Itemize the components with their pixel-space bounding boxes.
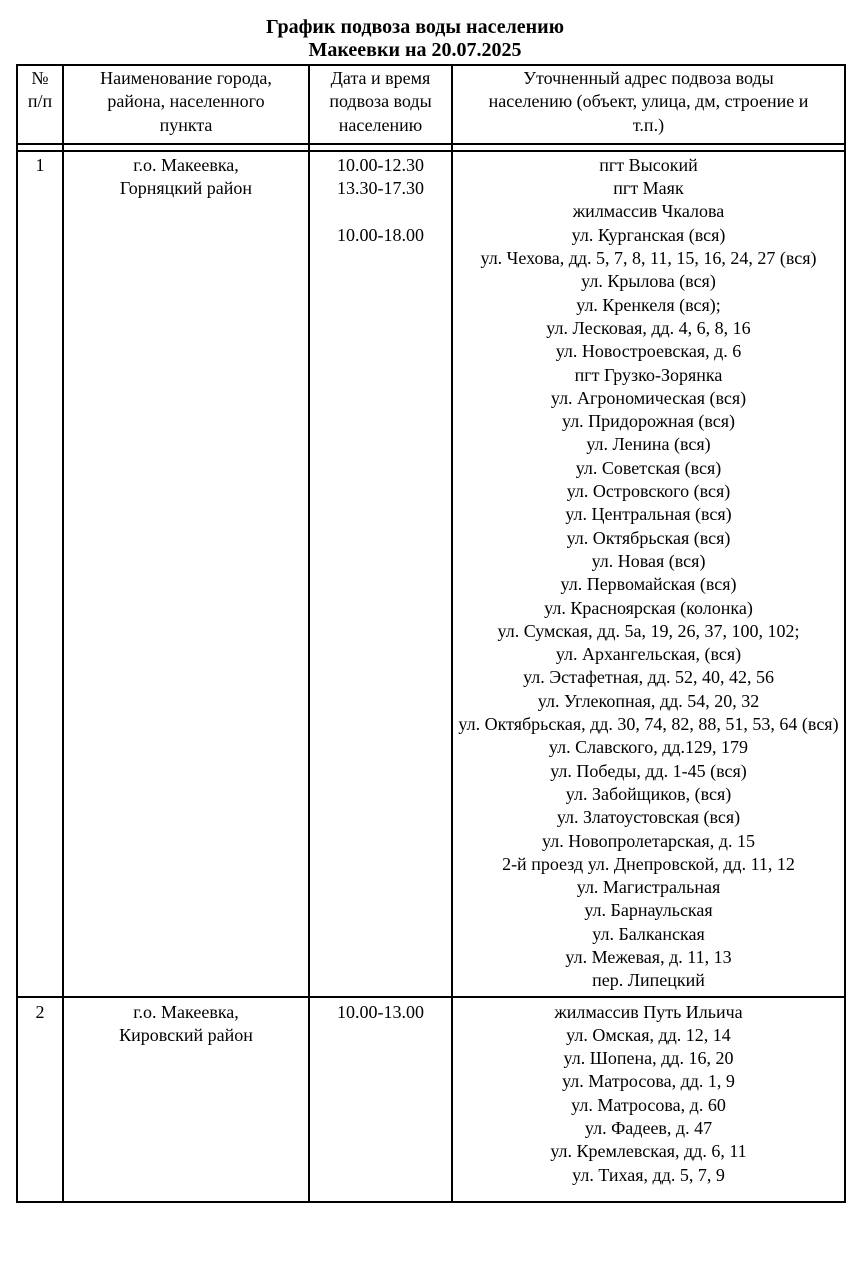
address-line: ул. Тихая, дд. 5, 7, 9	[572, 1164, 725, 1185]
address-line: ул. Красноярская (колонка)	[544, 597, 753, 618]
address-line: ул. Углекопная, дд. 54, 20, 32	[537, 690, 760, 711]
address-line: 2-й проезд ул. Днепровской, дд. 11, 12	[502, 853, 795, 874]
address-line: жилмассив Чкалова	[572, 201, 725, 222]
header-time: Дата и время подвоза воды населению	[309, 65, 452, 144]
address-line: жилмассив Путь Ильича	[554, 1001, 743, 1022]
header-number: № п/п	[17, 65, 63, 144]
address-line: ул. Курганская (вся)	[571, 224, 726, 245]
time-slot: 10.00-13.00	[337, 1001, 424, 1022]
time-slot-empty	[314, 200, 447, 223]
water-delivery-table	[16, 64, 846, 1203]
address-line: ул. Матросова, д. 60	[571, 1094, 726, 1115]
row-place: г.о. Макеевка, Горняцкий район	[63, 151, 309, 997]
address-line: ул. Первомайская (вся)	[560, 574, 737, 595]
address-line: ул. Октябрьская, дд. 30, 74, 82, 88, 51, 53, 64 (вся)	[458, 714, 839, 735]
row-number: 1	[17, 151, 63, 997]
address-line: ул. Новопролетарская, д. 15	[542, 830, 755, 851]
header-place: Наименование города, района, населенного пункта	[63, 65, 309, 144]
address-line: ул. Магистральная	[576, 877, 721, 898]
address-line: ул. Новостроевская, д. 6	[555, 341, 742, 362]
title-line-1: График подвоза воды населению	[265, 16, 564, 38]
address-line: ул. Ленина (вся)	[586, 434, 711, 455]
title-line-2: Макеевки на 20.07.2025	[308, 39, 522, 61]
address-line: ул. Центральная (вся)	[565, 504, 732, 525]
address-line: ул. Забойщиков, (вся)	[565, 783, 732, 804]
address-line: ул. Чехова, дд. 5, 7, 8, 11, 15, 16, 24, 27 (вся)	[480, 248, 817, 269]
address-line: ул. Крылова (вся)	[581, 271, 716, 292]
address-line: ул. Кремлевская, дд. 6, 11	[550, 1141, 747, 1162]
address-line: ул. Славского, дд.129, 179	[548, 737, 749, 758]
address-line: ул. Придорожная (вся)	[561, 411, 736, 432]
time-slot: 10.00-18.00	[337, 224, 424, 245]
address-line: ул. Лесковая, дд. 4, 6, 8, 16	[546, 317, 751, 338]
address-line: ул. Матросова, дд. 1, 9	[562, 1071, 735, 1092]
address-line: ул. Барнаульская	[584, 900, 713, 921]
address-line: ул. Фадеев, д. 47	[584, 1118, 713, 1139]
address-line: ул. Эстафетная, дд. 52, 40, 42, 56	[523, 667, 774, 688]
row-times	[309, 997, 452, 1202]
address-line: ул. Победы, дд. 1-45 (вся)	[550, 760, 747, 781]
header-address: Уточненный адрес подвоза воды населению (объект, улица, дм, строение и т.п.)	[452, 65, 845, 144]
address-line: пгт Грузко-Зорянка	[574, 364, 723, 385]
address-line: ул. Новая (вся)	[591, 550, 706, 571]
table-row	[17, 151, 845, 997]
address-line: ул. Межевая, д. 11, 13	[565, 946, 732, 967]
document-title	[0, 16, 830, 62]
row-place: г.о. Макеевка, Кировский район	[63, 997, 309, 1202]
address-line: пер. Липецкий	[592, 970, 705, 991]
address-line: ул. Островского (вся)	[566, 481, 731, 502]
address-line: ул. Шопена, дд. 16, 20	[563, 1048, 734, 1069]
row-addresses	[452, 997, 845, 1202]
row-number: 2	[17, 997, 63, 1202]
address-line: ул. Омская, дд. 12, 14	[566, 1024, 731, 1045]
address-line: ул. Кренкеля (вся);	[576, 294, 721, 315]
row-times	[309, 151, 452, 997]
table-row	[17, 997, 845, 1202]
address-line: ул. Архангельская, (вся)	[555, 644, 742, 665]
address-line: ул. Златоустовская (вся)	[556, 807, 741, 828]
address-line: пгт Высокий	[599, 154, 698, 175]
address-line: ул. Октябрьская (вся)	[566, 527, 731, 548]
address-line: ул. Сумская, дд. 5а, 19, 26, 37, 100, 102;	[497, 620, 800, 641]
header-spacer-row	[17, 144, 845, 151]
address-line: ул. Агрономическая (вся)	[550, 387, 747, 408]
address-line: пгт Маяк	[613, 178, 684, 199]
table-header-row	[17, 65, 845, 144]
address-line: ул. Советская (вся)	[575, 457, 722, 478]
row-addresses	[452, 151, 845, 997]
time-slot: 13.30-17.30	[337, 178, 424, 199]
time-slot: 10.00-12.30	[337, 154, 424, 175]
address-line: ул. Балканская	[592, 923, 705, 944]
